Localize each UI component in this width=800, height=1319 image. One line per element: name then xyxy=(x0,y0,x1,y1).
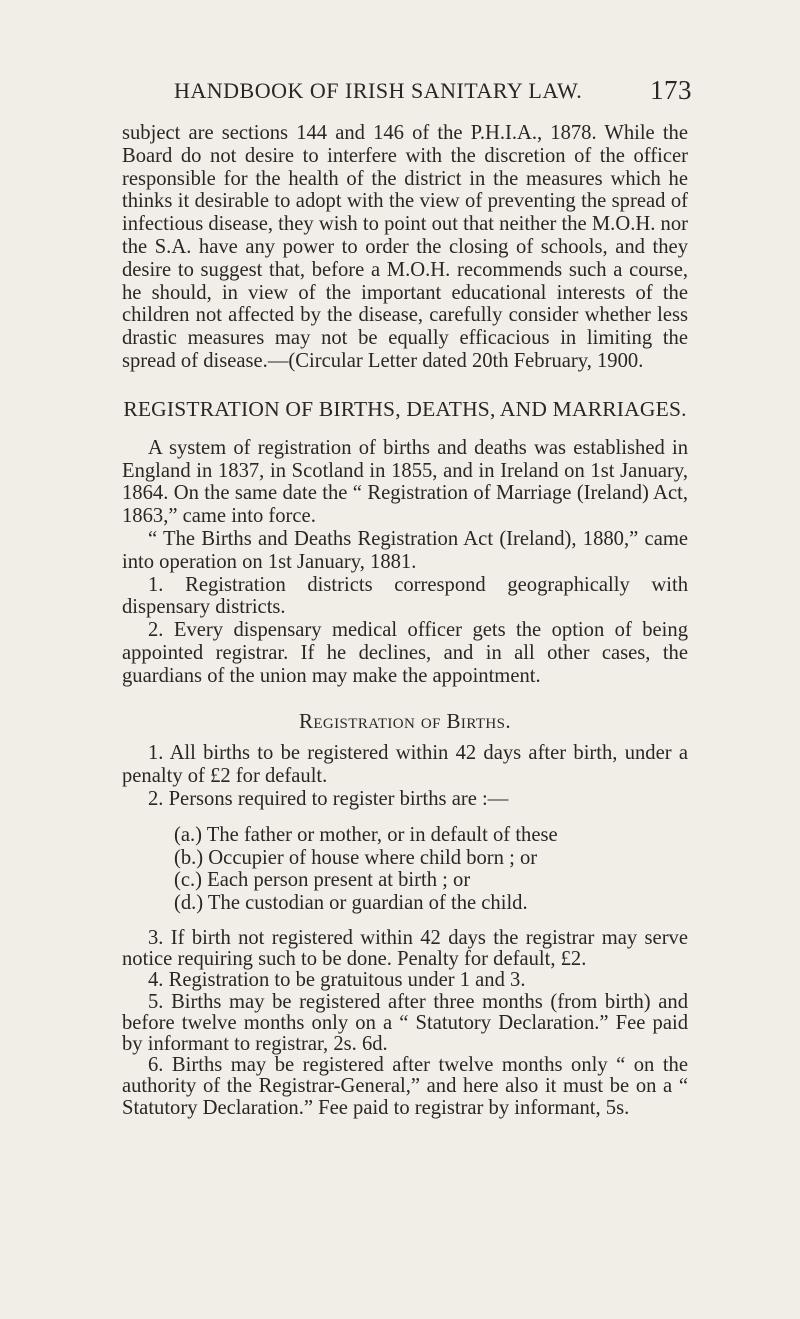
rule-item: 6. Births may be registered after twelve months only “ on the authority of the Registrar-General,” and here also it must be on a “ Statutory Declaration.” Fee paid to registrar by informant, 5s. xyxy=(122,1054,688,1119)
births-heading: Registration of Births. xyxy=(298,708,512,733)
rules-list xyxy=(122,928,688,1119)
rule-item: 4. Registration to be gratuitous under 1 and 3. xyxy=(148,969,526,992)
section-paragraph: A system of registration of births and deaths was established in England in 1837, in Scotland in 1855, and in Ireland on 1st January, 1864. On the same date the “ Registration of Marriage (Ireland) Act, 1863,” came into force. xyxy=(122,436,688,528)
section-paragraph: “ The Births and Deaths Registration Act (Ireland), 1880,” came into operation on 1st January, 1881. xyxy=(122,527,688,573)
section-paragraph: 2. Every dispensary medical officer gets the option of being appointed registrar. If he declines, and in all other cases, the guardians of the union may make the appointment. xyxy=(122,619,688,687)
section-heading: REGISTRATION OF BIRTHS, DEATHS, AND MARRIAGES. xyxy=(123,396,687,421)
intro-paragraph: subject are sections 144 and 146 of the P.H.I.A., 1878. While the Board do not desire to interfere with the discretion of the officer responsible for the health of the district in the measures which he thinks it desirable to adopt with the view of preventing the spread of infectious disease, they wish to point out that neither the M.O.H. nor the S.A. have any power to order the closing of schools, and they desire to suggest that, before a M.O.H. recommends such a course, he should, in view of the important educational interests of the children not affected by the disease, carefully consider whether less drastic measures may not be equally efficacious in limiting the spread of disease.—(Circular Letter dated 20th February, 1900. xyxy=(122,122,688,372)
section-paragraph: 1. Registration districts correspond geographically with dispensary districts. xyxy=(122,573,688,619)
rule-item: 5. Births may be registered after three months (from birth) and before twelve months only on a “ Statutory Declaration.” Fee paid by informant to registrar, 2s. 6d. xyxy=(122,990,688,1055)
rule-item: 3. If birth not registered within 42 days the registrar may serve notice requiring such to be done. Penalty for default, £2. xyxy=(122,926,688,971)
page-body xyxy=(122,122,688,1119)
list-item: (a.) The father or mother, or in default of these xyxy=(174,823,558,846)
births-item: 1. All births to be registered within 42 days after birth, under a penalty of £2 for default. xyxy=(122,742,688,788)
list-item: (d.) The custodian or guardian of the child. xyxy=(174,892,528,915)
births-item: 2. Persons required to register births are :— xyxy=(148,787,509,810)
page-number: 173 xyxy=(650,75,692,105)
running-title: HANDBOOK OF IRISH SANITARY LAW. xyxy=(174,78,583,103)
persons-list xyxy=(122,824,688,915)
list-item: (b.) Occupier of house where child born ; or xyxy=(174,846,538,869)
list-item: (c.) Each person present at birth ; or xyxy=(174,869,471,892)
